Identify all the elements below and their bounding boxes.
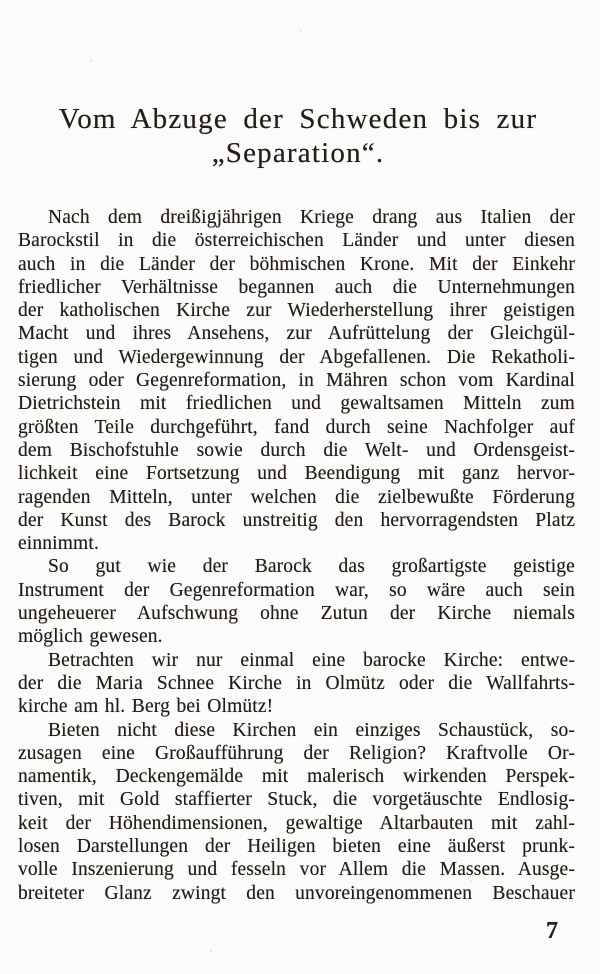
text-line: kirche am hl. Berg bei Olmütz!: [18, 696, 274, 718]
text-line: So gut wie der Barock das großartigste geistige: [48, 556, 575, 578]
page-title: [18, 102, 578, 170]
text-line: ungeheuerer Aufschwung ohne Zutun der Kirche niemals: [18, 603, 575, 625]
title-line-1: Vom Abzuge der Schweden bis zur: [58, 103, 538, 135]
text-line: tiven, mit Gold staffierter Stuck, die vorgetäuschte Endlosig-: [18, 789, 575, 811]
text-line: Dietrichstein mit friedlichen und gewaltsamen Mitteln zum: [18, 393, 575, 415]
text-line: größten Teile durchgeführt, fand durch seine Nachfolger auf: [18, 416, 575, 438]
text-line: möglich gewesen.: [18, 626, 163, 648]
text-line: ragenden Mitteln, unter welchen die zielbewußte Förderung: [18, 486, 575, 508]
text-line: volle Inszenierung und fesseln vor Allem die Massen. Ausge-: [18, 859, 575, 881]
text-line: Macht und ihres Ansehens, zur Aufrüttelung der Gleichgül-: [18, 323, 575, 345]
body-text: [18, 206, 575, 905]
text-line: breiteter Glanz zwingt den unvoreingenommenen Beschauer: [18, 882, 575, 904]
paper-speckles: [0, 0, 2, 2]
text-line: dem Bischofstuhle sowie durch die Welt- und Ordensgeist-: [18, 439, 575, 461]
text-line: der die Maria Schnee Kirche in Olmütz oder die Wallfahrts-: [18, 672, 575, 694]
text-line: Nach dem dreißigjährigen Kriege drang aus Italien der: [48, 207, 575, 228]
text-line: tigen und Wiedergewinnung der Abgefallenen. Die Rekatholi-: [18, 346, 575, 368]
text-line: Barockstil in die österreichischen Länder und unter diesen: [18, 230, 575, 252]
text-line: einnimmt.: [18, 533, 99, 555]
text-line: namentik, Deckengemälde mit malerisch wirkenden Perspek-: [18, 766, 575, 788]
text-line: keit der Höhendimensionen, gewaltige Altarbauten mit zahl-: [18, 812, 575, 834]
text-line: der Kunst des Barock unstreitig den hervorragendsten Platz: [18, 509, 575, 531]
text-line: Instrument der Gegenreformation war, so wäre auch sein: [18, 579, 575, 601]
text-line: Bieten nicht diese Kirchen ein einziges Schaustück, so-: [48, 719, 575, 741]
page-number: 7: [546, 918, 559, 944]
text-line: sierung oder Gegenreformation, in Mähren schon vom Kardinal: [18, 370, 575, 392]
text-line: Betrachten wir nur einmal eine barocke Kirche: entwe-: [48, 649, 575, 671]
title-line-2: „Separation“.: [211, 137, 385, 169]
text-line: zusagen eine Großaufführung der Religion? Kraftvolle Or-: [18, 742, 575, 764]
text-line: friedlicher Verhältnisse begannen auch die Unternehmungen: [18, 276, 575, 298]
text-line: der katholischen Kirche zur Wiederherstellung ihrer geistigen: [18, 300, 575, 322]
text-line: lichkeit eine Fortsetzung und Beendigung mit ganz hervor-: [18, 463, 575, 485]
text-line: auch in die Länder der böhmischen Krone. Mit der Einkehr: [18, 253, 575, 275]
text-line: losen Darstellungen der Heiligen bieten eine äußerst prunk-: [18, 836, 575, 858]
